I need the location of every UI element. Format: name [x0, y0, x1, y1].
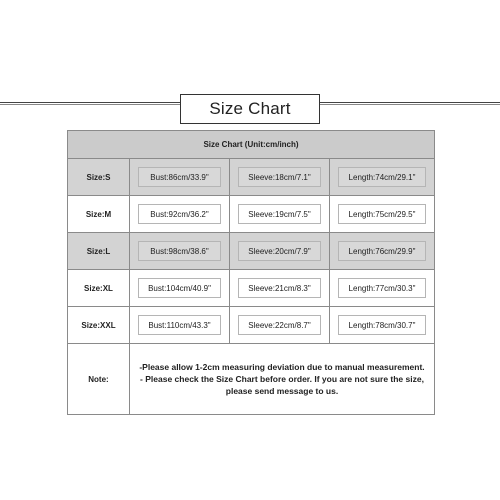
- table-caption: Size Chart (Unit:cm/inch): [68, 131, 435, 159]
- bust-value: Bust:98cm/38.6": [138, 241, 221, 261]
- sleeve-cell: [230, 270, 330, 307]
- sleeve-cell: [230, 307, 330, 344]
- sleeve-cell: [230, 196, 330, 233]
- title-box: [180, 94, 320, 124]
- note-content: [130, 344, 435, 415]
- table-row: [68, 159, 435, 196]
- sleeve-value: Sleeve:21cm/8.3": [238, 278, 321, 298]
- table-row: [68, 196, 435, 233]
- bust-cell: [130, 270, 230, 307]
- note-line-1: -Please allow 1-2cm measuring deviation due to manual measurement.: [139, 362, 425, 372]
- table-caption-row: [68, 131, 435, 159]
- page-title: Size Chart: [209, 99, 291, 118]
- bust-value: Bust:104cm/40.9": [138, 278, 221, 298]
- length-value: Length:76cm/29.9": [338, 241, 426, 261]
- length-value: Length:78cm/30.7": [338, 315, 426, 335]
- sleeve-value: Sleeve:20cm/7.9": [238, 241, 321, 261]
- size-label: Size:M: [68, 196, 130, 233]
- sleeve-value: Sleeve:19cm/7.5": [238, 204, 321, 224]
- bust-cell: [130, 233, 230, 270]
- note-row: [68, 344, 435, 415]
- size-label: Size:L: [68, 233, 130, 270]
- size-label: Size:S: [68, 159, 130, 196]
- length-cell: [330, 307, 435, 344]
- note-label: Note:: [68, 344, 130, 415]
- bust-cell: [130, 307, 230, 344]
- table-row: [68, 233, 435, 270]
- length-cell: [330, 270, 435, 307]
- sleeve-cell: [230, 159, 330, 196]
- sleeve-value: Sleeve:22cm/8.7": [238, 315, 321, 335]
- bust-value: Bust:92cm/36.2": [138, 204, 221, 224]
- length-value: Length:77cm/30.3": [338, 278, 426, 298]
- sleeve-value: Sleeve:18cm/7.1": [238, 167, 321, 187]
- bust-cell: [130, 196, 230, 233]
- length-cell: [330, 159, 435, 196]
- size-label: Size:XL: [68, 270, 130, 307]
- sleeve-cell: [230, 233, 330, 270]
- note-line-2: - Please check the Size Chart before order. If you are not sure the size, please send message to us.: [140, 374, 424, 396]
- size-chart-table: [67, 130, 435, 415]
- length-cell: [330, 233, 435, 270]
- length-value: Length:74cm/29.1": [338, 167, 426, 187]
- table-row: [68, 307, 435, 344]
- length-cell: [330, 196, 435, 233]
- size-label: Size:XXL: [68, 307, 130, 344]
- bust-cell: [130, 159, 230, 196]
- length-value: Length:75cm/29.5": [338, 204, 426, 224]
- table-row: [68, 270, 435, 307]
- bust-value: Bust:86cm/33.9": [138, 167, 221, 187]
- bust-value: Bust:110cm/43.3": [138, 315, 221, 335]
